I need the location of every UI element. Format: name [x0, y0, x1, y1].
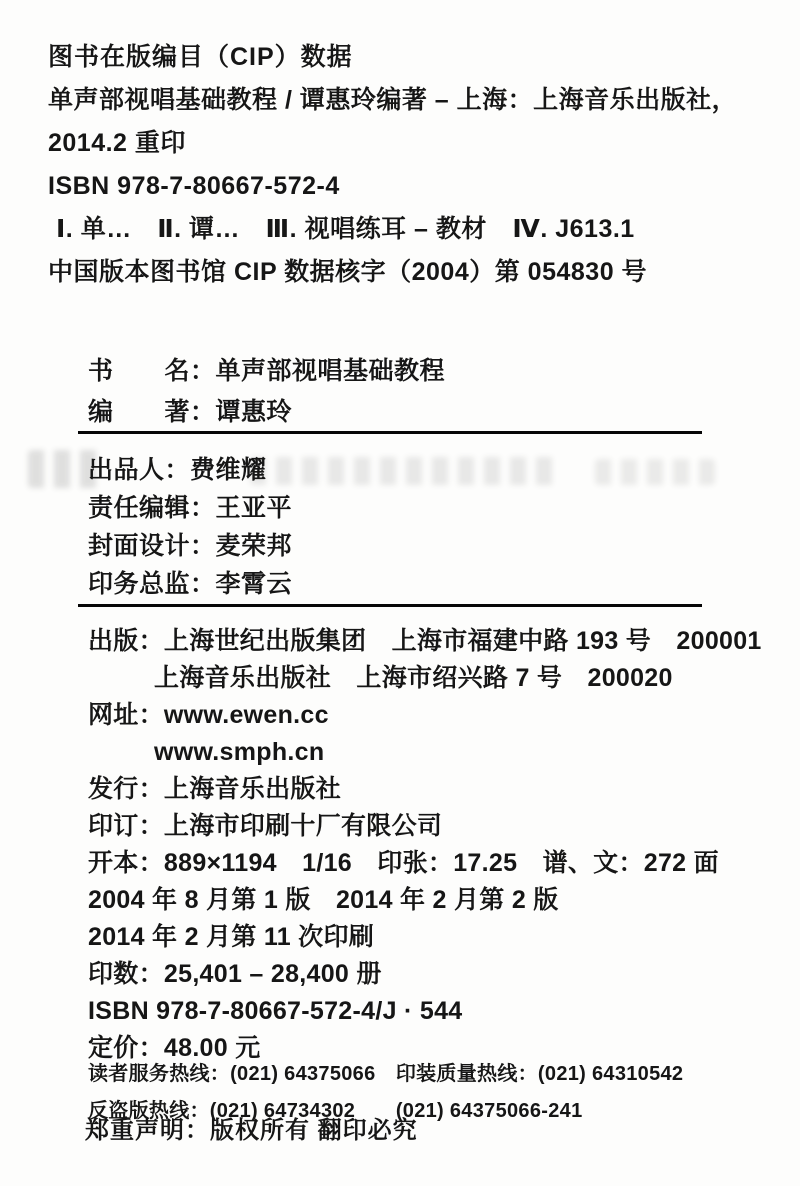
cover-designer-name: 麦荣邦	[215, 532, 293, 560]
producer-name: 费维耀	[190, 456, 267, 484]
editor-label: 责任编辑：	[88, 494, 216, 522]
publisher-row	[88, 623, 780, 660]
edition-value: 2004 年 8 月第 1 版 2014 年 2 月第 2 版	[88, 886, 559, 914]
website-url-2: www.smph.cn	[154, 738, 325, 766]
cip-block	[48, 36, 770, 294]
printer-label: 印订：	[88, 812, 164, 840]
book-title-row	[88, 351, 445, 392]
website-label: 网址：	[88, 701, 164, 729]
divider-rule-bottom	[78, 604, 702, 607]
distributor-value: 上海音乐出版社	[163, 775, 342, 803]
cover-designer-row	[88, 527, 292, 565]
cip-reprint-line: 2014.2 重印	[48, 129, 186, 157]
website-url-1: www.ewen.cc	[163, 701, 329, 729]
ink-bleed-smudge	[250, 457, 560, 485]
producer-row	[88, 451, 292, 489]
print-run-label: 印数：	[88, 960, 164, 988]
copyright-statement	[85, 1116, 418, 1146]
isbn-row	[88, 993, 780, 1030]
book-author-label: 编 著：	[88, 398, 216, 426]
cip-heading-text: 图书在版编目（CIP）数据	[48, 43, 353, 71]
cip-heading	[48, 36, 770, 79]
reader-service-hotline-row: 读者服务热线：(021) 64375066 印装质量热线：(021) 64310542	[88, 1063, 684, 1085]
cip-isbn-line: ISBN 978-7-80667-572-4	[48, 172, 340, 200]
editor-row	[88, 489, 292, 527]
printing-row	[88, 919, 780, 956]
print-director-label: 印务总监：	[88, 570, 216, 598]
print-director-name: 李霄云	[215, 570, 293, 598]
book-title-block	[88, 351, 445, 433]
distributor-row	[88, 771, 780, 808]
book-title-label: 书 名：	[88, 357, 216, 385]
editor-name: 王亚平	[215, 494, 293, 522]
price-value: 48.00 元	[163, 1034, 261, 1062]
cover-designer-label: 封面设计：	[88, 532, 216, 560]
publisher-label: 出版：	[88, 627, 164, 655]
copyright-statement-label: 郑重声明：	[85, 1117, 210, 1144]
cip-registration-line: 中国版本图书馆 CIP 数据核字（2004）第 054830 号	[48, 258, 648, 286]
book-title-value: 单声部视唱基础教程	[215, 357, 446, 385]
print-run-row	[88, 956, 780, 993]
format-value: 889×1194 1/16 印张：17.25 谱、文：272 面	[163, 849, 719, 877]
publisher-value: 上海世纪出版集团 上海市福建中路 193 号 200001	[163, 627, 762, 655]
ink-bleed-smudge	[595, 459, 715, 485]
publisher-value-2: 上海音乐出版社 上海市绍兴路 7 号 200020	[154, 664, 673, 692]
divider-rule-top	[78, 431, 702, 434]
book-author-value: 谭惠玲	[215, 398, 293, 426]
printer-value: 上海市印刷十厂有限公司	[163, 812, 443, 840]
edition-row	[88, 882, 780, 919]
distributor-label: 发行：	[88, 775, 164, 803]
website-row-2	[88, 734, 780, 771]
publishing-block	[88, 623, 780, 1067]
price-label: 定价：	[88, 1034, 164, 1062]
publisher-row-2	[88, 660, 780, 697]
cip-description-line: 单声部视唱基础教程 / 谭惠玲编著 – 上海：上海音乐出版社，	[48, 86, 738, 114]
print-run-value: 25,401 – 28,400 册	[163, 960, 382, 988]
printer-row	[88, 808, 780, 845]
isbn-value: ISBN 978-7-80667-572-4/J · 544	[88, 997, 463, 1025]
producer-label: 出品人：	[88, 456, 191, 484]
format-label: 开本：	[88, 849, 164, 877]
book-author-row	[88, 392, 445, 433]
website-row	[88, 697, 780, 734]
cip-classification-line: Ⅰ. 单… Ⅱ. 谭… Ⅲ. 视唱练耳 – 教材 Ⅳ. J613.1	[56, 215, 635, 243]
anti-piracy-hotline-row: 反盗版热线：(021) 64734302 (021) 64375066-241	[88, 1100, 583, 1122]
staff-block	[88, 451, 292, 603]
copyright-statement-value: 版权所有 翻印必究	[210, 1117, 418, 1144]
print-director-row	[88, 565, 292, 603]
format-row	[88, 845, 780, 882]
printing-value: 2014 年 2 月第 11 次印刷	[88, 923, 375, 951]
